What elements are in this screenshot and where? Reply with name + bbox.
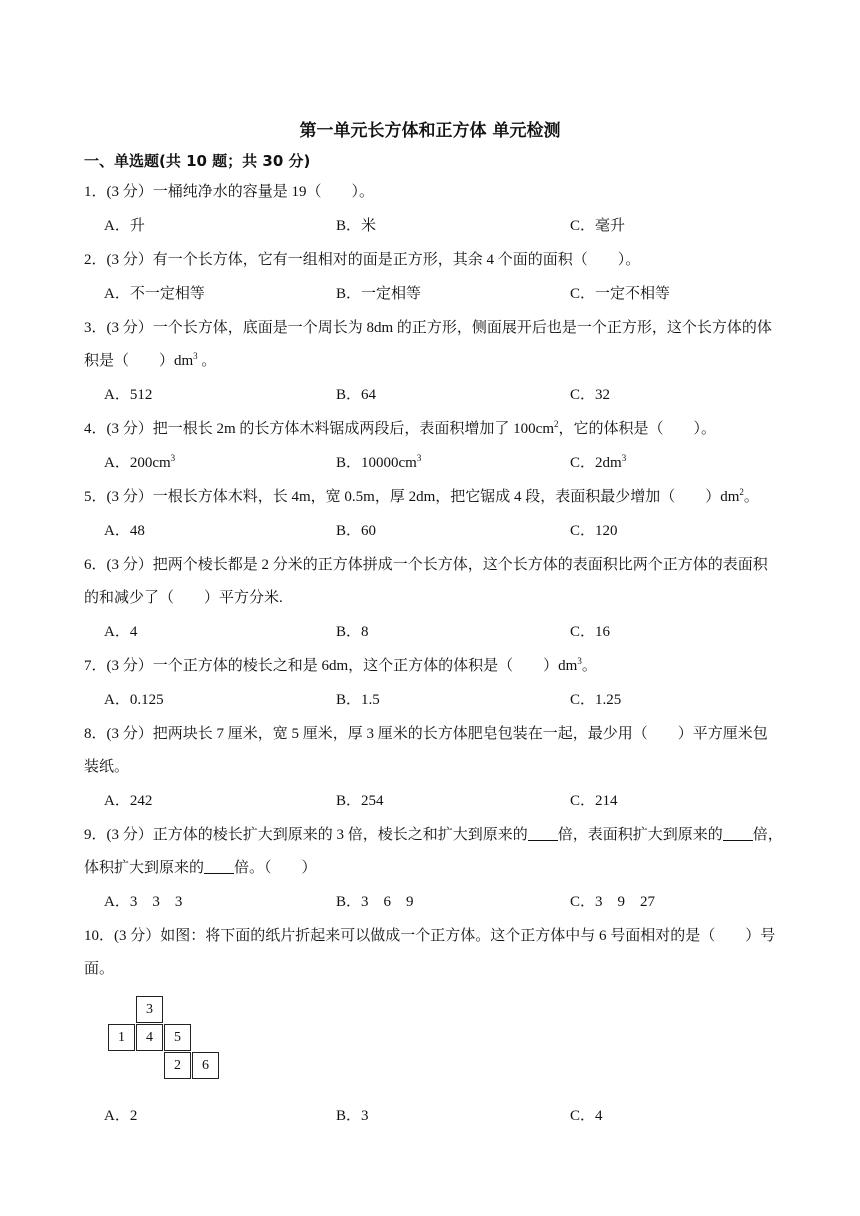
question-3-line2	[84, 349, 216, 370]
q4-b-sup: 3	[416, 453, 422, 463]
q7-text: 7．(3 分）一个正方体的棱长之和是 6dm，这个正方体的体积是（ ）dm	[84, 658, 578, 674]
q3-option-a[interactable]: A．512	[104, 387, 153, 403]
q7-sup: 3	[577, 656, 582, 666]
q5-option-a[interactable]: A．48	[104, 523, 145, 539]
q4-option-a[interactable]	[104, 451, 175, 472]
q9-text-1: 9．(3 分）正方体的棱长扩大到原来的 3 倍，棱长之和扩大到原来的	[84, 827, 528, 843]
q9-option-b[interactable]: B．3 6 9	[336, 894, 414, 910]
net-cell: 2	[164, 1052, 191, 1079]
section-heading: 一、单选题(共 10 题；共 30 分)	[84, 152, 311, 170]
q3-text-end: 。	[197, 353, 217, 369]
q2-option-c[interactable]: C．一定不相等	[570, 286, 671, 302]
q5-sup: 2	[739, 487, 744, 497]
q9-text-4: 体积扩大到原来的	[84, 860, 205, 876]
net-cell: 1	[108, 1024, 135, 1051]
q1-option-a[interactable]: A．升	[104, 218, 145, 234]
q7-option-b[interactable]: B．1.5	[336, 692, 380, 708]
q4-option-c[interactable]	[570, 451, 626, 472]
q2-option-a[interactable]: A．不一定相等	[104, 286, 205, 302]
net-cell: 6	[192, 1052, 219, 1079]
q4-b-text: B．10000cm	[336, 455, 417, 471]
q4-c-text: C．2dm	[570, 455, 622, 471]
q10-option-a[interactable]: A．2	[104, 1108, 138, 1124]
q3-text: 积是（ ）dm	[84, 353, 194, 369]
q9-text-2: 倍，表面积扩大到原来的	[557, 827, 723, 843]
q4-text-end: ，它的体积是（ ）。	[558, 421, 717, 437]
q5-option-b[interactable]: B．60	[336, 523, 377, 539]
question-4	[84, 417, 716, 438]
q1-option-c[interactable]: C．毫升	[570, 218, 626, 234]
net-cell: 5	[164, 1024, 191, 1051]
q9-text-5: 倍。（ ）	[234, 860, 317, 876]
question-10-line1: 10．(3 分）如图：将下面的纸片折起来可以做成一个正方体。这个正方体中与 6 号面相对的是（ ）号	[84, 928, 776, 944]
question-8-line2: 装纸。	[84, 759, 130, 775]
q9-option-c[interactable]: C．3 9 27	[570, 894, 656, 910]
q4-option-b[interactable]	[336, 451, 421, 472]
question-7	[84, 654, 597, 675]
q10-option-b[interactable]: B．3	[336, 1108, 369, 1124]
question-10-line2: 面。	[84, 961, 115, 977]
q2-option-b[interactable]: B．一定相等	[336, 286, 422, 302]
q5-text-end: 。	[743, 489, 759, 505]
q9-blank-1	[528, 826, 558, 841]
cube-net-figure	[108, 996, 222, 1080]
q6-option-a[interactable]: A．4	[104, 624, 138, 640]
q4-a-sup: 3	[170, 453, 176, 463]
q8-option-b[interactable]: B．254	[336, 793, 384, 809]
q4-c-sup: 3	[621, 453, 627, 463]
question-6-line1: 6．(3 分）把两个棱长都是 2 分米的正方体拼成一个长方体，这个长方体的表面积比两个正方体的表面积	[84, 557, 768, 573]
q4-sup: 2	[554, 419, 559, 429]
q4-text: 4．(3 分）把一根长 2m 的长方体木料锯成两段后，表面积增加了 100cm	[84, 421, 554, 437]
q8-option-a[interactable]: A．242	[104, 793, 153, 809]
q5-option-c[interactable]: C．120	[570, 523, 618, 539]
q7-text-end: 。	[581, 658, 597, 674]
q1-option-b[interactable]: B．米	[336, 218, 377, 234]
question-9-line2	[84, 856, 317, 877]
q9-option-a[interactable]: A．3 3 3	[104, 894, 183, 910]
q10-option-c[interactable]: C．4	[570, 1108, 603, 1124]
q4-a-text: A．200cm	[104, 455, 171, 471]
q3-option-c[interactable]: C．32	[570, 387, 611, 403]
q3-option-b[interactable]: B．64	[336, 387, 377, 403]
q9-blank-3	[204, 859, 234, 874]
question-6-line2: 的和减少了（ ）平方分米.	[84, 590, 283, 606]
q9-text-3: 倍，	[752, 827, 783, 843]
net-cell: 4	[136, 1024, 163, 1051]
q6-option-c[interactable]: C．16	[570, 624, 611, 640]
q9-blank-2	[723, 826, 753, 841]
q6-option-b[interactable]: B．8	[336, 624, 369, 640]
question-2: 2．(3 分）有一个长方体，它有一组相对的面是正方形，其余 4 个面的面积（ ）。	[84, 252, 641, 268]
question-8-line1: 8．(3 分）把两块长 7 厘米，宽 5 厘米，厚 3 厘米的长方体肥皂包装在一起，最少用（ ）平方厘米包	[84, 726, 768, 742]
q5-text: 5．(3 分）一根长方体木料，长 4m，宽 0.5m，厚 2dm，把它锯成 4 段，表面积最少增加（ ）dm	[84, 489, 740, 505]
question-1: 1．(3 分）一桶纯净水的容量是 19（ ）。	[84, 184, 374, 200]
q3-sup: 3	[193, 351, 198, 361]
q7-option-a[interactable]: A．0.125	[104, 692, 164, 708]
page-title: 第一单元长方体和正方体 单元检测	[299, 121, 561, 141]
q7-option-c[interactable]: C．1.25	[570, 692, 622, 708]
q8-option-c[interactable]: C．214	[570, 793, 618, 809]
question-9-line1	[84, 823, 783, 844]
net-cell: 3	[136, 996, 163, 1023]
question-3-line1: 3．(3 分）一个长方体，底面是一个周长为 8dm 的正方形，侧面展开后也是一个正方形，这个长方体的体	[84, 320, 772, 336]
question-5	[84, 485, 759, 506]
